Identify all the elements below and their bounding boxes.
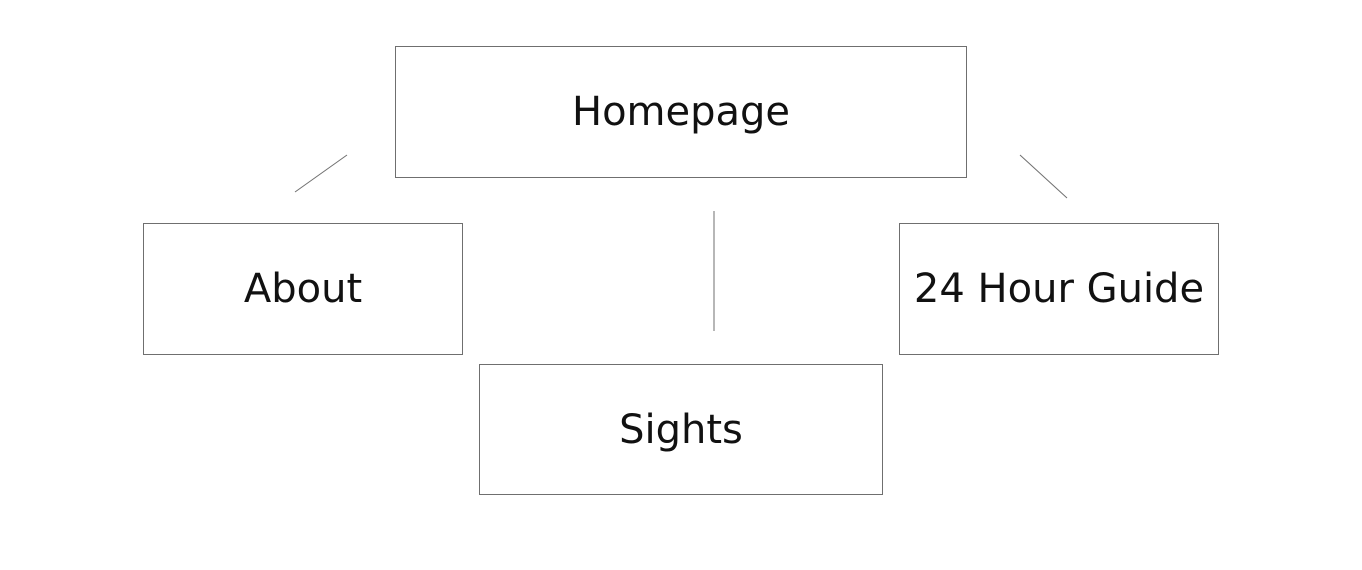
sights-label: Sights [619, 406, 743, 453]
homepage-node[interactable] [395, 46, 967, 178]
about-label: About [243, 266, 363, 312]
about-node[interactable] [143, 223, 463, 355]
connector-homepage-guide [1020, 155, 1067, 198]
guide-node[interactable] [899, 223, 1219, 355]
homepage-label: Homepage [571, 89, 791, 135]
guide-label: 24 Hour Guide [913, 266, 1205, 312]
sights-node[interactable] [479, 364, 883, 495]
connector-homepage-about [295, 155, 347, 192]
